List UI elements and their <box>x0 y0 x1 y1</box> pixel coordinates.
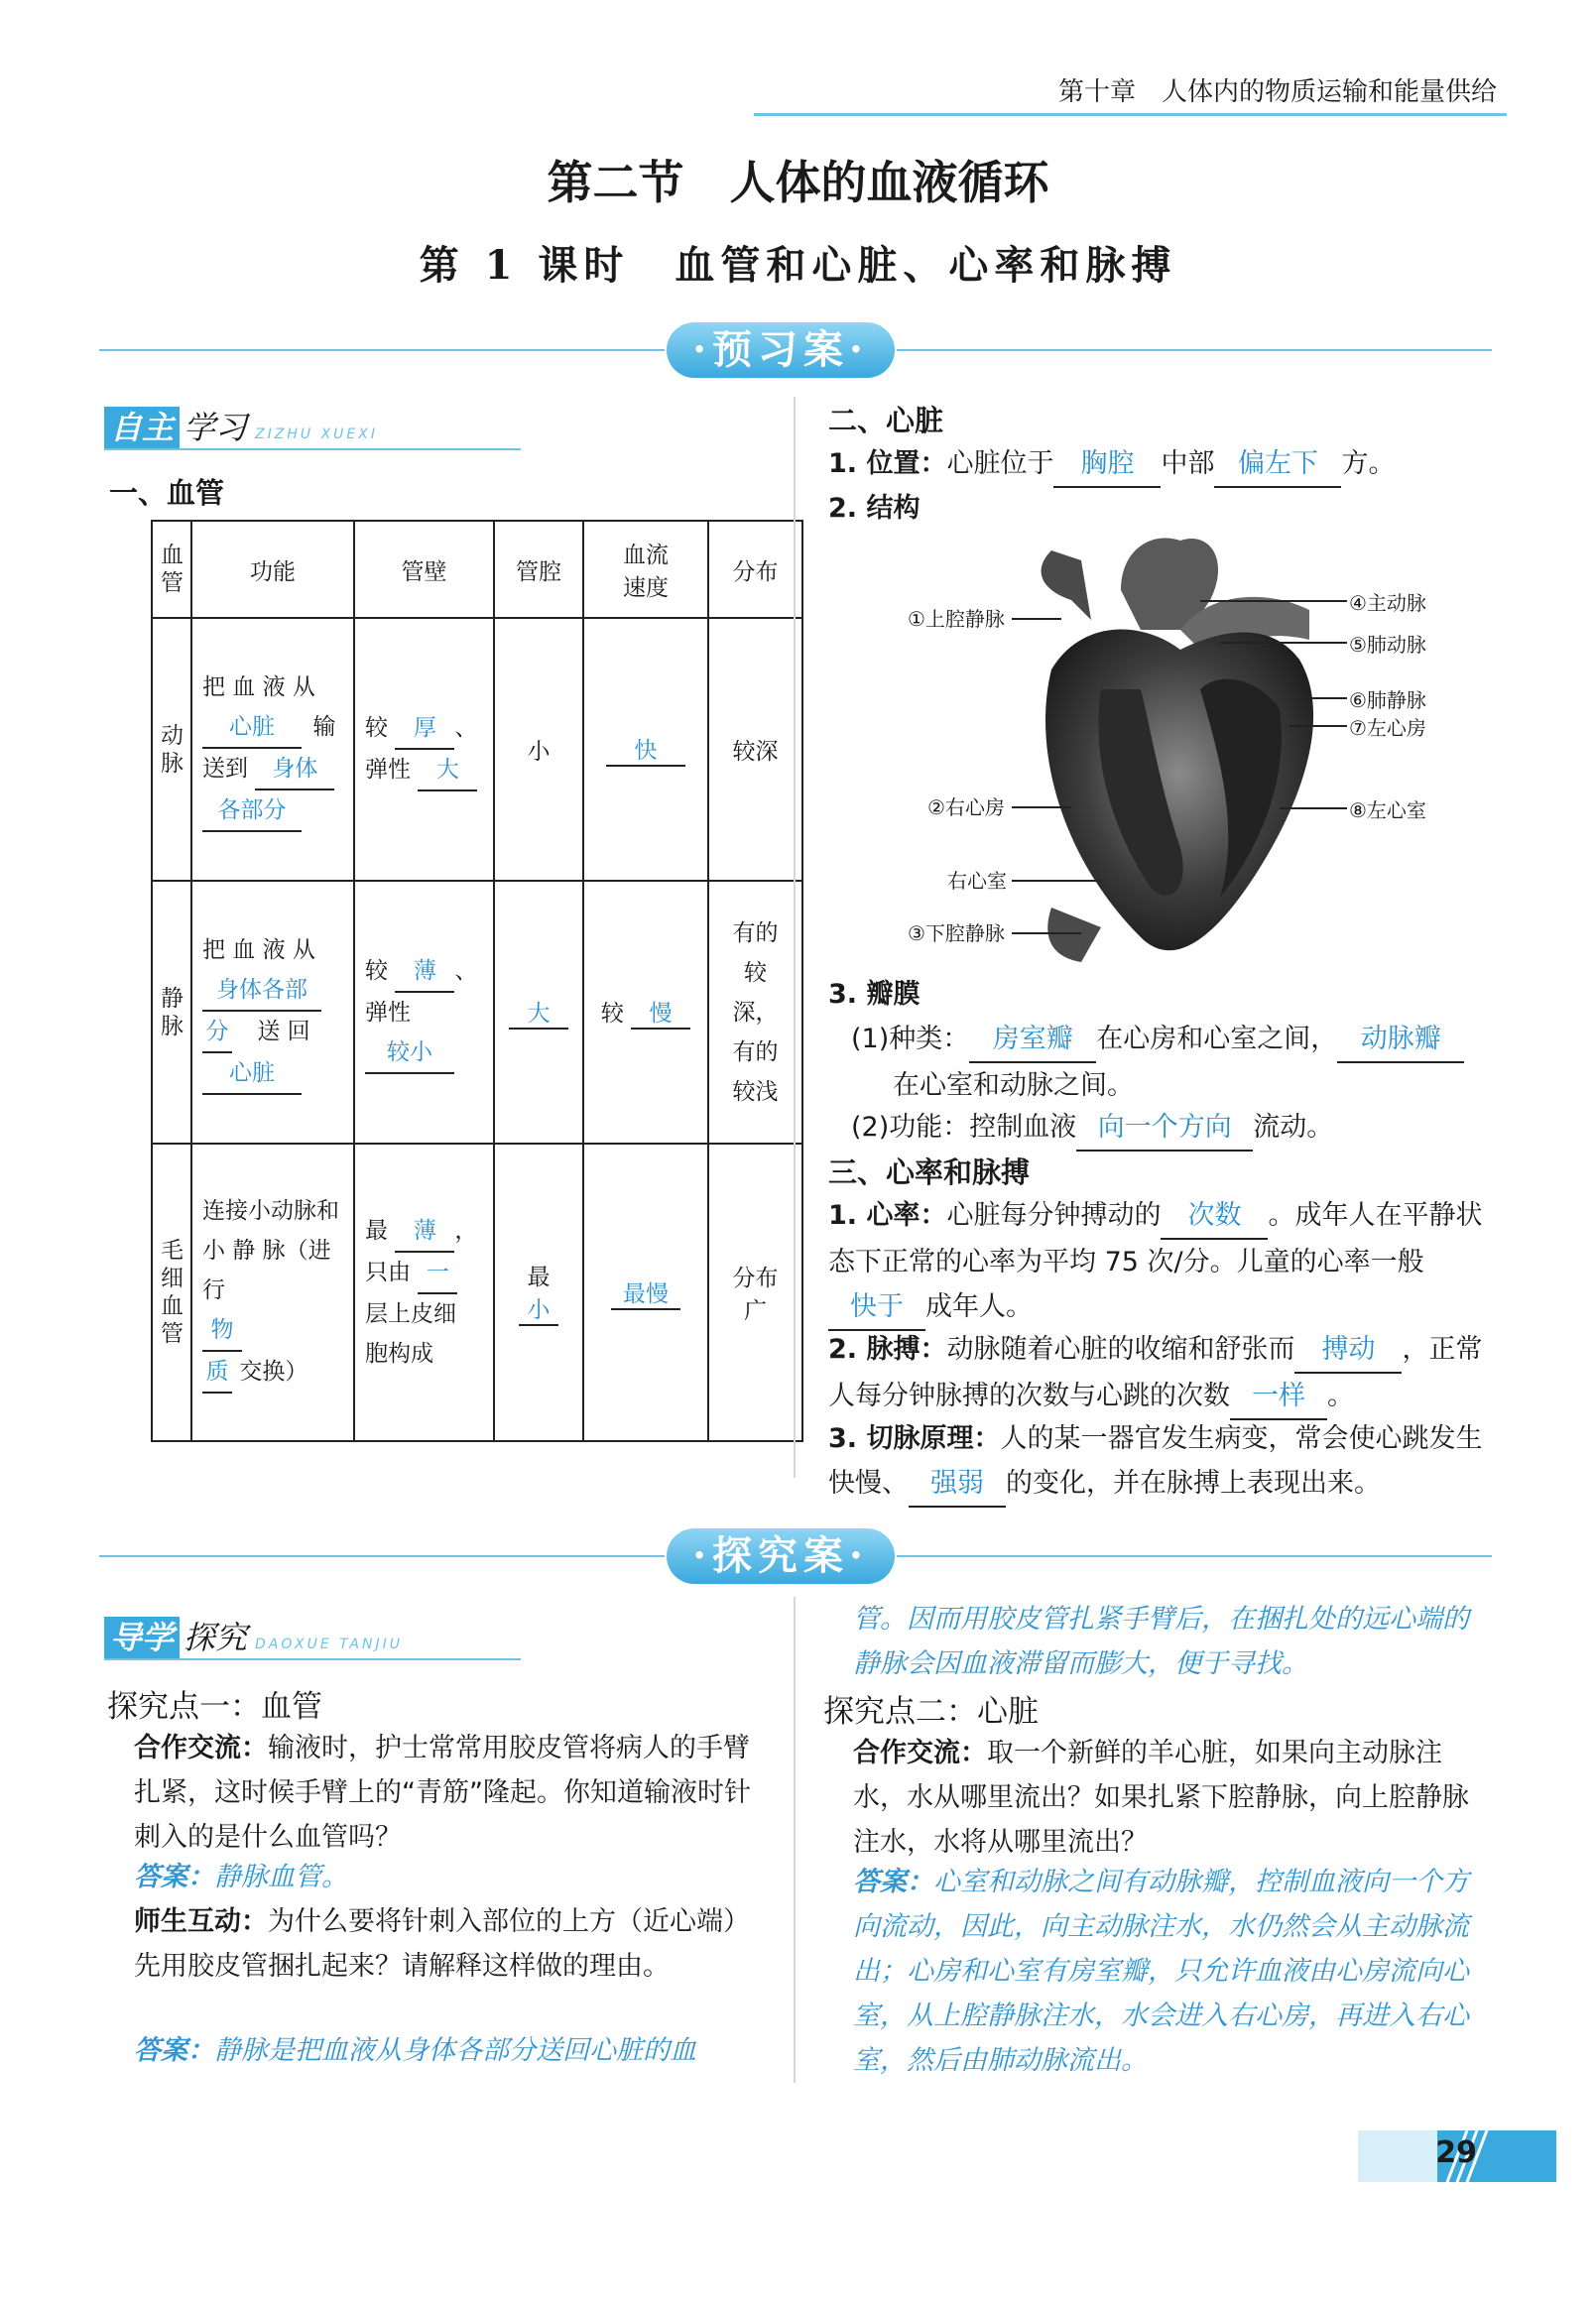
row-speed: 最慢 <box>583 1144 708 1441</box>
tag-pinyin: ZIZHU XUEXI <box>255 426 378 442</box>
self-study-tag <box>104 407 378 448</box>
explore2-question: 合作交流：取一个新鲜的羊心脏，如果向主动脉注水，水从哪里流出？如果扎紧下腔静脉，向上腔静脉注水，水将从哪里流出？ <box>853 1738 1469 1858</box>
explore1-answer2-cont: 管。因而用胶皮管扎紧手臂后，在捆扎处的远心端的静脉会因血液滞留而膨大，便于寻找。 <box>853 1604 1469 1679</box>
pulse-heading: 三、心率和脉搏 <box>828 1155 1031 1189</box>
header-wall: 管壁 <box>354 521 494 618</box>
explore2-heading: 探究点二：心脏 <box>823 1694 1039 1730</box>
tag-underline <box>104 448 521 450</box>
tag-pinyin: DAOXUE TANJIU <box>255 1637 403 1652</box>
section-title: 第二节 人体的血液循环 <box>547 156 1049 209</box>
row-name: 动脉 <box>152 618 191 881</box>
leader-line <box>1012 618 1061 620</box>
row-distribution: 分布广 <box>708 1144 802 1441</box>
leader-line <box>1220 642 1347 644</box>
row-speed: 较 慢 <box>583 881 708 1144</box>
tag-box: 自主 <box>104 407 180 448</box>
heart-rate: 1. 心率：心脏每分钟搏动的 次数 。成年人在平静状态下正常的心率为平均 75 次/分。儿童的心率一般快于 成年人。 <box>828 1193 1488 1331</box>
vessels-heading: 一、血管 <box>109 476 225 510</box>
header-function: 功能 <box>191 521 354 618</box>
header-speed: 血流速度 <box>583 521 708 618</box>
label-left-atrium: ⑦左心房 <box>1349 716 1426 740</box>
leader-line <box>1012 806 1071 808</box>
banner-rule-right <box>897 1555 1492 1557</box>
banner-rule-right <box>897 349 1492 351</box>
header-distribution: 分布 <box>708 521 802 618</box>
row-wall: 较 厚 、 弹性 大 <box>354 618 494 881</box>
heart-heading: 二、心脏 <box>828 404 944 437</box>
leader-line <box>1309 697 1347 699</box>
explore-banner: ·探究案· <box>667 1528 895 1584</box>
label-pulmonary-vein: ⑥肺静脉 <box>1349 688 1426 712</box>
row-speed: 快 <box>583 618 708 881</box>
banner-rule-left <box>99 349 665 351</box>
explore1-question: 合作交流：输液时，护士常常用胶皮管将病人的手臂扎紧，这时候手臂上的“青筋”隆起。你知道输液时针刺入的是什么血管吗？ <box>134 1733 751 1853</box>
heart-structure-label: 2. 结构 <box>828 493 921 524</box>
valve-function: (2)功能：控制血液 向一个方向 流动。 <box>851 1105 1333 1152</box>
table-row <box>152 881 802 1144</box>
chapter-header: 第十章 人体内的物质运输和能量供给 <box>1057 77 1497 107</box>
vessel-table <box>151 520 803 1442</box>
row-lumen: 小 <box>494 618 583 881</box>
explore2-answer: 答案：心室和动脉之间有动脉瓣，控制血液向一个方向流动，因此，向主动脉注水，水仍然会从主动脉流出；心房和心室有房室瓣，只允许血液由心房流向心室，从上腔静脉注水，水会进入右心房，再进入右心室，然后由肺动脉流出。 <box>853 1867 1469 2076</box>
leader-line <box>1280 807 1347 809</box>
label-right-ventricle: 右心室 <box>947 869 1007 893</box>
row-lumen: 最 小 <box>494 1144 583 1441</box>
pulse-def: 2. 脉搏：动脉随着心脏的收缩和舒张而 搏动 ，正常人每分钟脉搏的次数与心跳的次数 一样 。 <box>828 1327 1488 1420</box>
row-name: 静脉 <box>152 881 191 1144</box>
valve-types: (1)种类： 房室瓣 在心房和心室之间， 动脉瓣 在心室和动脉之间。 <box>851 1017 1496 1108</box>
row-distribution: 有的较深，有的较浅 <box>708 881 802 1144</box>
header-rule <box>754 113 1507 116</box>
row-name: 毛细血管 <box>152 1144 191 1441</box>
row-wall: 最 薄 ， 只由 一 层上皮细胞构成 <box>354 1144 494 1441</box>
preview-banner: ·预习案· <box>667 322 895 378</box>
table-header-row <box>152 521 802 618</box>
table-row <box>152 1144 802 1441</box>
pulse-principle: 3. 切脉原理：人的某一器官发生病变，常会使心跳发生快慢、 强弱 的变化，并在脉搏上表现出来。 <box>828 1416 1488 1508</box>
explore1-heading: 探究点一：血管 <box>107 1689 322 1725</box>
header-lumen: 管腔 <box>494 521 583 618</box>
leader-line <box>1012 932 1081 934</box>
row-wall: 较 薄 、 弹性 较小 <box>354 881 494 1144</box>
label-aorta: ④主动脉 <box>1349 591 1426 615</box>
row-function: 把 血 液 从 心脏 输 送到 身体 各部分 <box>191 618 354 881</box>
valve-label: 3. 瓣膜 <box>828 979 921 1010</box>
lesson-title: 第 1 课时 血管和心脏、心率和脉搏 <box>419 242 1177 289</box>
tag-rest: 探究 <box>184 1619 248 1656</box>
explore1-question2: 师生互动：为什么要将针刺入部位的上方（近心端）先用胶皮管捆扎起来？请解释这样做的理由。 <box>134 1906 750 1982</box>
row-distribution: 较深 <box>708 618 802 881</box>
heart-position: 1. 位置：心脏位于 胸腔 中部 偏左下 方。 <box>828 441 1395 488</box>
column-divider <box>794 397 796 1478</box>
label-superior-vena-cava: ①上腔静脉 <box>908 607 1005 631</box>
label-pulmonary-artery: ⑤肺动脉 <box>1349 633 1426 657</box>
table-row <box>152 618 802 881</box>
explore1-answer: 答案：静脉血管。 <box>134 1862 348 1892</box>
label-left-ventricle: ⑧左心室 <box>1349 798 1426 822</box>
row-lumen: 大 <box>494 881 583 1144</box>
label-right-atrium: ②右心房 <box>927 795 1005 819</box>
row-function: 把 血 液 从 身体各部 分 送 回 心脏 <box>191 881 354 1144</box>
header-vessel: 血管 <box>152 521 191 618</box>
leader-line <box>1012 880 1101 882</box>
explore1-answer2: 答案：静脉是把血液从身体各部分送回心脏的血 <box>134 2035 696 2066</box>
leader-line <box>1200 600 1347 602</box>
page-number: 29 <box>1435 2135 1477 2170</box>
heart-diagram <box>1012 531 1339 967</box>
column-divider <box>794 1597 796 2083</box>
tag-rest: 学习 <box>184 409 248 446</box>
row-function: 连接小动脉和 小 静 脉（进 行 物 质 交换） <box>191 1144 354 1441</box>
label-inferior-vena-cava: ③下腔静脉 <box>908 921 1005 945</box>
guided-tag <box>104 1617 403 1658</box>
tag-box: 导学 <box>104 1617 180 1658</box>
banner-rule-left <box>99 1555 665 1557</box>
tag-underline <box>104 1658 521 1660</box>
leader-line <box>1289 725 1347 727</box>
